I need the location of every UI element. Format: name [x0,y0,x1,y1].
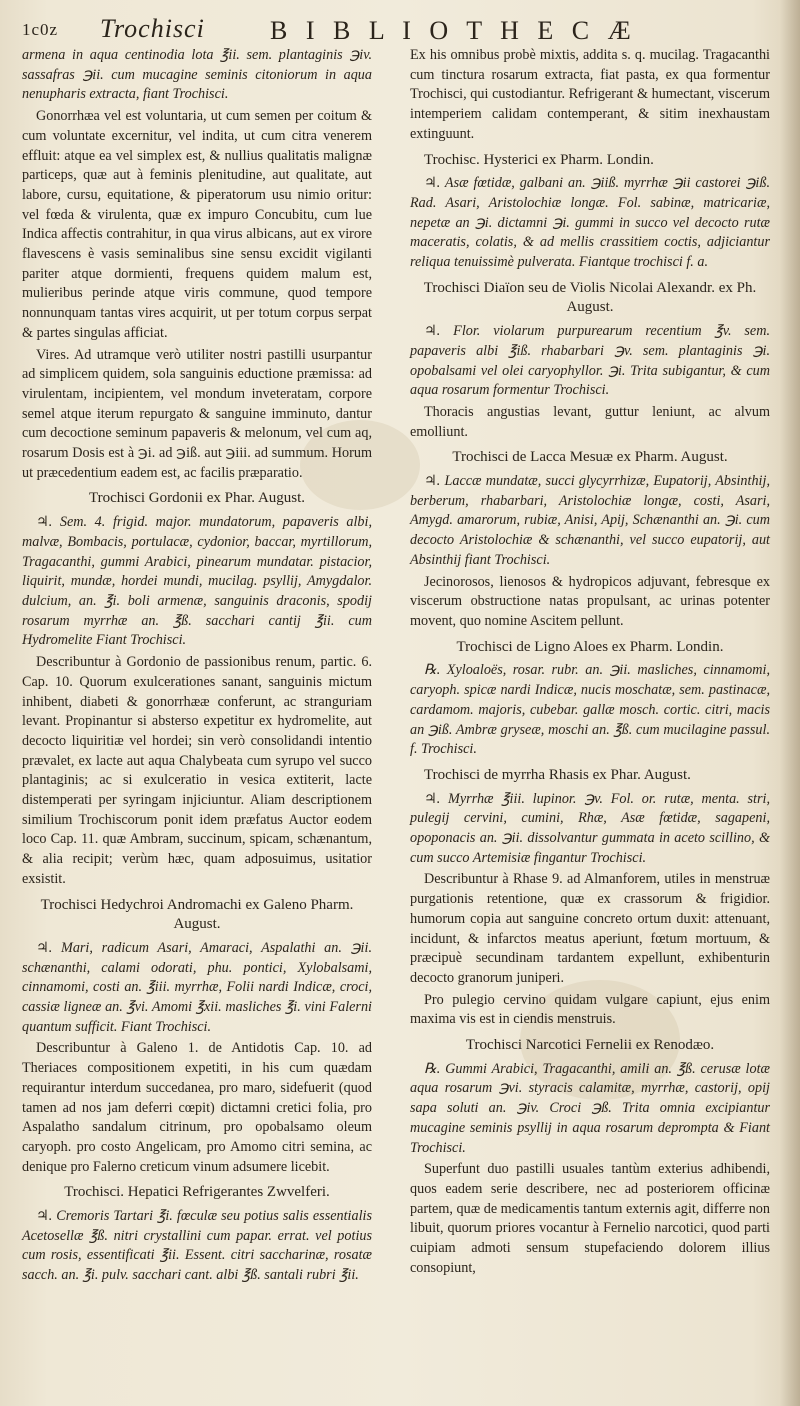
section-heading: Trochisci de Lacca Mesuæ ex Pharm. August. [452,449,728,466]
paragraph: ♃. Sem. 4. frigid. major. mundatorum, papaveris albi, malvæ, Bombacis, portulacæ, cydonior, baccar, myrtillorum, Tragacanthi, gummi Arabici, pinearum mundatar. pistacior, liquirit, mundæ, hordei mundi, mucilag. psyllij, Amygdalor. dulcium, an. ℥i. boli armenæ, sanguinis draconis, spodij rosarum myrrhæ an. ℥ß. sacchari cantij ℥ii. cum Hydromelite Fiant Trochisci. [22,514,372,649]
paragraph: ♃. Flor. violarum purpurearum recentium ℥v. sem. papaveris albi ℥iß. rhabarbari ℈v. sem. plantaginis ℈i. opobalsami vel olei caryophyllor. ℈i. Trita subigantur, & cum aqua rosarum formentur Trochisci. [410,323,770,399]
section-heading: Trochisci Narcotici Fernelii ex Renodæo. [465,1037,715,1054]
paragraph: ♃. Asæ fœtidæ, galbani an. ℈iiß. myrrhæ ℈ii castorei ℈iß. Rad. Asari, Aristolochiæ longæ. Fol. sabinæ, matricariæ, nepetæ an ℈i. dictamni ℈i. gummi in succo vel decocto rutæ maceratis, colatis, & ad mellis crassitiem coctis, adjiciantur reliqua tenuissimè pulverata. Fiantque trochisci f. a. [410,175,770,271]
running-head: Trochisci [100,14,205,43]
paragraph: ♃. Laccæ mundatæ, succi glycyrrhizæ, Eupatorij, Absinthij, berberum, rhabarbari, Aristolochiæ longæ, costi, Asari, Amygd. amarorum, rubiæ, Anisi, Apij, Schænanthi an. ℈i. cum decocto Aristolochiæ & schænanthi, vel succo eupatorij, aut Absinthij fiant Trochisci. [410,473,770,568]
paragraph: Gonorrhæa vel est voluntaria, ut cum semen per coitum & cum voluntate excernitur, vel indita, ut cum citra venerem effluit: atque ea vel simplex est, & nullius qualitatis malignæ particeps, quæ aut à feminis plenitudine, aut qualitate, aut labore, cursu, equitatione, & piperatorum usu nimio oritur: vel fœda & virulenta, quæ ex impuro Concubitu, cum lue Indica affectis contrahitur, in qua virus albicans, aut ex virore flavescens è vasis seminalibus sine sensu excidit vigilanti pariter atque dormienti, frequens quidem malum est, mulieribus perinde atque viris commune, quod tempore nonnunquam tantas vires acquirit, ut per totum corpus serpat & partes singulas afficiat. [22,108,372,341]
paragraph: Vires. Ad utramque verò utiliter nostri pastilli usurpantur ad simplicem quidem, sola sanguinis eductione præmissa: ad virulentam, incipientem, vel mondum inveteratam, corpore semel atque iterum repurgato & sanguine imminuto, dantur cum decoctione seminum papaveris & melonum, vel cum aq, rosarum Dosis est à ℈i. ad ℈iß. aut ℈iii. ad summum. Horum ut præcedentium eadem est, ac facilis præparatio. [22,346,372,481]
paragraph: ♃. Cremoris Tartari ℥i. fœculæ seu potius salis essentialis Acetosellæ ℥ß. nitri crystallini cum papar. errat. vel potius cum rosis, essentificati ℥ii. Essent. citri saccharinæ, rosatæ sacch. an. ℥i. pulv. sacchari cant. albi ℥ß. santali rubri ℥ii. [22,1208,372,1284]
paragraph: Thoracis angustias levant, guttur leniunt, ac alvum emolliunt. [410,403,770,440]
section-heading: Trochisci de Ligno Aloes ex Pharm. Londin. [456,638,724,655]
section-heading: Trochisci. Hepatici Refrigerantes Zwvelferi. [64,1184,330,1201]
paragraph: Describuntur à Rhase 9. ad Almanforem, utiles in menstruæ purgationis retentione, quæ ex crassorum & frigidior. humorum copia aut sanguine concreto ortum duxit: attenuant, incidunt, & infarctos meatus aperiunt, fœtum mortuum, & præcipuè secundinam tardantem expellunt, exhibenturin decocto granorum juniperi. [410,871,770,986]
paragraph: Jecinorosos, lienosos & hydropicos adjuvant, febresque ex viscerum obstructione natas propulsant, ac urinas potenter movent, quo nomine Ascitem pellunt. [410,573,770,629]
section-heading: Trochisci de myrrha Rhasis ex Phar. August. [424,766,691,783]
paragraph: ♃. Myrrhæ ℥iii. lupinor. ℈v. Fol. or. rutæ, menta. stri, pulegij cervini, cumini, Rhæ, Asæ fœtidæ, sagapeni, opoponacis an. ℈ii. dissolvantur gummata in aceto scillino, & cum succo Artemisiæ fingantur Trochisci. [410,790,770,866]
paragraph: Ex his omnibus probè mixtis, addita s. q. mucilag. Tragacanthi cum tinctura rosarum extracta, fiat pasta, ex qua formentur Trochisci, qui custodiantur. Refrigerant & humectant, viscerum intemperiem calidam contemperant, & sitim inexhaustam extinguunt. [410,47,770,142]
paragraph: ♃. Mari, radicum Asari, Amaraci, Aspalathi an. ℈ii. schænanthi, calami odorati, phu. pontici, Xylobalsami, cinnamomi, costi an. ℥iii. myrrhæ, Folii nardi Indicæ, croci, cassiæ ligneæ an. ℥vi. Amomi ℥xii. masliches ℥i. vini Falerni quantum sufficit. Fiant Trochisci. [22,939,372,1035]
section-heading: Trochisc. Hysterici ex Pharm. Londin. [424,151,654,168]
section-heading: Trochisci Hedychroi Andromachi ex Galeno Pharm. August. [40,896,354,933]
page-title: B I B L I O T H E C Æ [270,16,637,45]
right-column [410,46,770,1280]
paragraph: Describuntur à Gordonio de passionibus renum, partic. 6. Cap. 10. Quorum exulcerationes sanant, sanguinis mictum inhibent, diabeti & gonorrhææ conferunt, ac stranguriam levant. Propinantur si absterso expetitur ex hydromelite, aut decocto liquiritiæ vel hordei; sin verò consolidandi intentio prævalet, ex lacte aut aqua Chalybeata cum syrupo vel succo plantaginis; ac si exulceratio in vesica extiterit, lacte distemperati per syringam injiciuntur. Aliam descriptionem similium Trochiscorum ponit idem præfatus Auctor eodem loco Cap. 11. quæ Ambram, succinum, spicam, schænantum, & alia recipit; verùm hæc, quam adposuimus, usitatior exsistit. [22,654,372,887]
paragraph: Superfunt duo pastilli usuales tantùm exterius adhibendi, quos eadem serie describere, nec ad posteriorem officinæ partem, quæ de medicamentis tantum externis agit, differre non libuit, quorum priores vocantur à Fernelio narcotici, quod parti cuipiam admoti sensum stupefaciendo dolorem illius consopiunt, [410,1161,770,1276]
section-heading: Trochisci Gordonii ex Phar. August. [88,490,306,507]
page-gutter-shadow [780,0,800,1406]
paragraph: Describuntur à Galeno 1. de Antidotis Cap. 10. ad Theriaces compositionem expetiti, in his cum quædam requirantur interdum succedanea, pro maro, sidefuerit (quod tamen ad nos jam deferri cœpit) dictamni cretici folia, pro Aspalatho sandalum citrinum, pro opobalsamo oleum caryoph. pro costo Angelicam, pro Amomo citri semina, ac denique pro Falerno creticum vinum adsumere licebit. [22,1040,372,1175]
page-number: 1c0z [22,20,59,39]
section-heading: Trochisci Diaïon seu de Violis Nicolai Alexandr. ex Ph. August. [423,279,757,316]
paragraph: ℞. Xyloaloës, rosar. rubr. an. ℈ii. masliches, cinnamomi, caryoph. spicæ nardi Indicæ, nucis moschatæ, sem. pastinacæ, cardamom. majoris, cubebar. gallæ mosch. cortic. citri, macis an ℈iß. Ambræ gryseæ, moschi an. ℥ß. cum mucilagine passul. f. Trochisci. [410,662,770,758]
left-column [22,46,372,1288]
paragraph: Pro pulegio cervino quidam vulgare capiunt, ejus enim maxima vis est in ciendis menstruis. [410,991,770,1028]
paragraph: armena in aqua centinodia lota ℥ii. sem. plantaginis ℈iv. sassafras ℈ii. cum mucagine seminis citoniorum in aqua nenupharis extracta, fiant Trochisci. [22,47,372,103]
paragraph: ℞. Gummi Arabici, Tragacanthi, amili an. ℥ß. cerusæ lotæ aqua rosarum ℈vi. styracis calamitæ, myrrhæ, castorij, opij sapa soluti an. ℈iv. Croci ℈ß. Trita omnia excipiantur mucagine seminis psyllij in aqua rosarum deprompta & Fiant Trochisci. [410,1060,770,1156]
